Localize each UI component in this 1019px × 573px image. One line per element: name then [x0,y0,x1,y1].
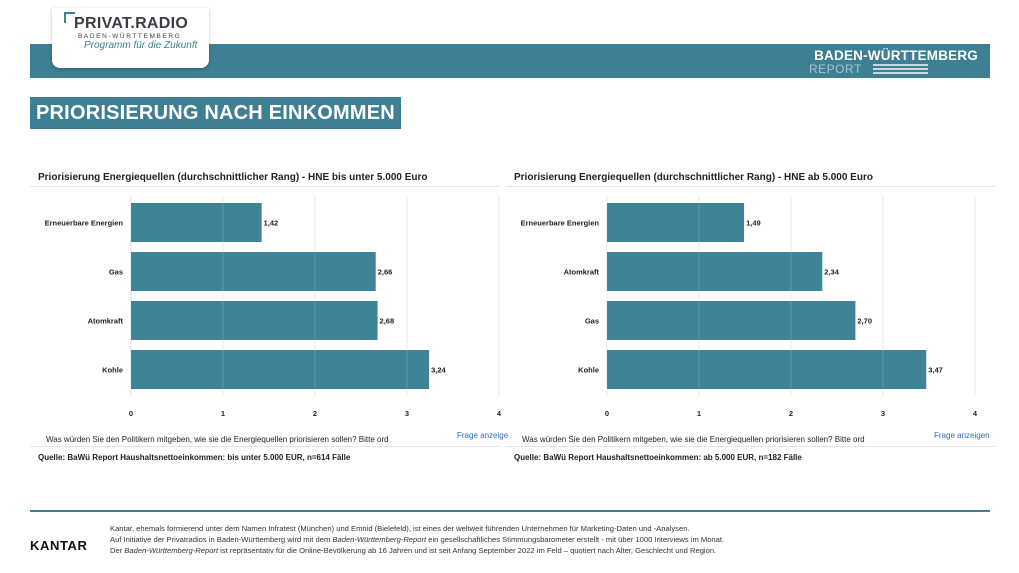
footer-divider [30,510,990,512]
x-tick-label: 2 [788,409,794,418]
data-label: 2,70 [857,316,873,326]
category-label: Gas [108,267,123,277]
brand-title: BADEN-WÜRTTEMBERG [814,48,978,63]
logo-subtitle: BADEN-WÜRTTEMBERG [78,33,182,40]
source-note: Quelle: BaWü Report Haushaltsnettoeinkommen: ab 5.000 EUR, n=182 Fälle [514,453,802,462]
x-tick-label: 0 [604,409,610,418]
show-question-link[interactable]: Frage anzeigen [934,431,990,440]
source-note: Quelle: BaWü Report Haushaltsnettoeinkommen: bis unter 5.000 EUR, n=614 Fälle [38,453,351,462]
footer-line-1: Kantar, ehemals formierend unter dem Namen Infratest (München) und Emnid (Bielefeld), ist eines der weltweit führenden Unternehmen für Marketing-Daten und -Analysen. [110,524,690,533]
category-label: Kohle [578,365,599,375]
x-tick-label: 4 [496,409,502,418]
chart-panel-low-income [30,166,515,466]
data-label: 3,47 [928,365,943,375]
category-label: Gas [584,316,599,326]
logo-title: PRIVAT.RADIO [74,15,189,32]
footer-report-name: Baden-Württemberg-Report [332,535,427,544]
footer-text: Auf Initiative der Privatradios in Baden-Württemberg wird mit dem [110,535,333,544]
data-label: 2,34 [824,267,839,277]
data-label: 2,66 [377,267,393,277]
category-label: Kohle [102,365,123,375]
bar [607,252,822,291]
x-tick-label: 1 [696,409,702,418]
data-label: 1,42 [263,218,279,228]
bar-chart [506,166,991,426]
survey-question: Was würden Sie den Politikern mitgeben, wie sie die Energiequellen priorisieren sollen? Bitte ord [522,435,865,444]
footer-text: Der [110,546,125,555]
survey-question: Was würden Sie den Politikern mitgeben, wie sie die Energiequellen priorisieren sollen? Bitte ord [46,435,389,444]
chart-panel-high-income [506,166,991,466]
data-label: 1,49 [746,218,761,228]
brand-report: REPORT [809,62,862,76]
footer-report-name: Baden-Württemberg-Report [124,546,219,555]
source-divider [30,446,500,447]
kantar-logo: KANTAR [30,538,88,553]
bar [131,203,262,242]
x-tick-label: 2 [312,409,318,418]
chart-title: Priorisierung Energiequellen (durchschnittlicher Rang) - HNE bis unter 5.000 Euro [38,172,428,183]
bar [607,350,926,389]
data-label: 3,24 [431,365,446,375]
source-divider [506,446,996,447]
bar [131,252,376,291]
data-label: 2,68 [379,316,395,326]
footer-text: ein gesellschaftliches Stimmungsbarometer erstellt - mit über 1000 Interviews im Monat. [426,535,725,544]
page-title: PRIORISIERUNG NACH EINKOMMEN [30,97,401,129]
show-question-link[interactable]: Frage anzeige [457,431,509,440]
x-tick-label: 3 [880,409,886,418]
category-label: Erneuerbare Energien [520,218,599,228]
x-tick-label: 4 [972,409,978,418]
category-label: Atomkraft [87,316,123,326]
category-label: Erneuerbare Energien [44,218,123,228]
x-tick-label: 1 [220,409,226,418]
privat-radio-logo [52,8,209,68]
bar [607,203,744,242]
chart-title: Priorisierung Energiequellen (durchschnittlicher Rang) - HNE ab 5.000 Euro [514,172,873,183]
bar [131,301,378,340]
bar [607,301,855,340]
category-label: Atomkraft [563,267,599,277]
x-tick-label: 0 [128,409,134,418]
x-tick-label: 3 [404,409,410,418]
bar-chart [30,166,515,426]
brand-lines-icon [873,64,928,74]
logo-tagline: Programm für die Zukunft [84,40,198,51]
footer-line-3 [110,546,716,555]
footer-text: ist repräsentativ für die Online-Bevölkerung ab 16 Jahren und ist seit Anfang September 2022 im Feld – quotiert nach Alter, Geschlecht und Region. [218,546,717,555]
bar [131,350,429,389]
footer-line-2 [110,535,724,544]
